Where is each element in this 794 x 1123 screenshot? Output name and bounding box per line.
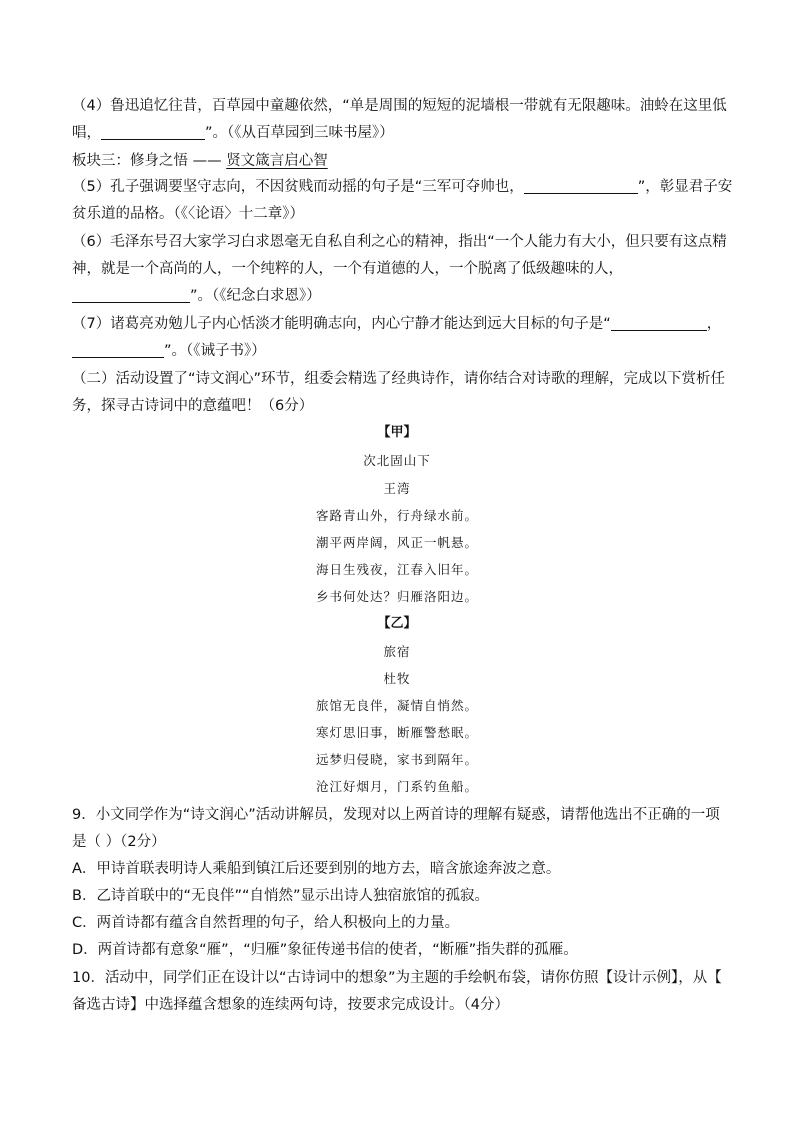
q6-answer-blank[interactable] [72,286,190,303]
q4-text-a: 唱， [72,125,101,141]
q5-line-1 [72,177,732,197]
q10-line-2: 备选古诗】中选择蕴含想象的连续两句诗，按要求完成设计。（4分） [72,997,509,1013]
poem-jia-title: 次北固山下 [363,453,431,468]
q9-option-a[interactable]: A．甲诗首联表明诗人乘船到镇江后还要到别的地方去，暗含旅途奔波之意。 [72,861,561,877]
q4-line-2 [72,123,394,143]
q6-line-3 [72,286,321,306]
q4-text-b: ”。（《从百草园到三味书屋》） [205,125,394,141]
q7-text-b: ， [706,316,722,332]
poem-jia-line: 潮平两岸阔，风正一帆悬。 [315,535,478,550]
q4-answer-blank[interactable] [101,123,205,140]
part2-line-2: 务，探寻古诗词中的意蕴吧！（6分） [72,398,314,414]
poem-yi-line: 寒灯思旧事，断雁警愁眠。 [315,725,478,740]
q9-stem-1: 9．小文同学作为“诗文润心”活动讲解员，发现对以上两首诗的理解有疑惑，请帮他选出不正确的一项 [72,807,720,823]
poem-yi-line: 远梦归侵晓，家书到隔年。 [315,752,478,767]
poem-yi-line: 旅馆无良伴，凝情自悄然。 [315,698,478,713]
poem-jia-line: 乡书何处达？归雁洛阳边。 [315,589,478,604]
q7-text-c: ”。（《诫子书》） [164,343,266,359]
q6-line-1: （6）毛泽东号召大家学习白求恩毫无自私自利之心的精神，指出“一个人能力有大小，但只要有这点精 [72,234,727,250]
q7-answer-blank-1[interactable] [611,314,707,331]
q6-text: ”。（《纪念白求恩》） [190,288,321,304]
poem-jia-line: 海日生残夜，江春入旧年。 [315,562,478,577]
q10-line-1: 10．活动中，同学们正在设计以“古诗词中的想象”为主题的手绘帆布袋，请你仿照【设计示例】，从【 [72,970,722,986]
q7-line-1 [72,314,721,334]
q9-option-c[interactable]: C．两首诗都有蕴含自然哲理的句子，给人积极向上的力量。 [72,915,460,931]
q5-text-b: ”，彰显君子安 [637,179,733,195]
q9-option-b[interactable]: B．乙诗首联中的“无良伴”“自悄然”显示出诗人独宿旅馆的孤寂。 [72,888,489,904]
section3-label: 板块三：修身之悟 —— [72,153,222,169]
q9-stem-2: 是（ ）（2分） [72,834,166,850]
poem-yi-author: 杜牧 [383,671,411,686]
part2-line-1: （二）活动设置了“诗文润心”环节，组委会精选了经典诗作，请你结合对诗歌的理解，完成以下赏析任 [72,371,726,387]
q6-line-2: 神，就是一个高尚的人，一个纯粹的人，一个有道德的人，一个脱离了低级趣味的人， [72,261,623,277]
poem-jia-line: 客路青山外，行舟绿水前。 [315,508,478,523]
poem-yi-title: 旅宿 [383,644,411,659]
section3-heading [72,151,328,171]
poem-jia-tag: 【甲】 [377,425,417,440]
poem-yi-tag: 【乙】 [377,616,417,631]
poem-jia-author: 王湾 [383,481,411,496]
q4-line-1: （4）鲁迅追忆往昔，百草园中童趣依然，“单是周围的短短的泥墙根一带就有无限趣味。油蛉在这里低 [72,98,727,114]
q5-text-a: （5）孔子强调要坚守志向，不因贫贱而动摇的句子是“三军可夺帅也， [72,179,524,195]
poem-yi-line: 沧江好烟月，门系钓鱼船。 [315,779,478,794]
q7-line-2 [72,341,266,361]
q5-line-2: 贫乐道的品格。（《〈论语〉十二章》） [72,206,304,222]
q9-option-d[interactable]: D．两首诗都有意象“雁”，“归雁”象征传递书信的使者，“断雁”指失群的孤雁。 [72,942,578,958]
q7-answer-blank-2[interactable] [72,341,164,358]
q7-text-a: （7）诸葛亮劝勉儿子内心恬淡才能明确志向，内心宁静才能达到远大目标的句子是“ [72,316,611,332]
section3-title: 贤文箴言启心智 [226,153,328,169]
q5-answer-blank[interactable] [524,177,638,194]
